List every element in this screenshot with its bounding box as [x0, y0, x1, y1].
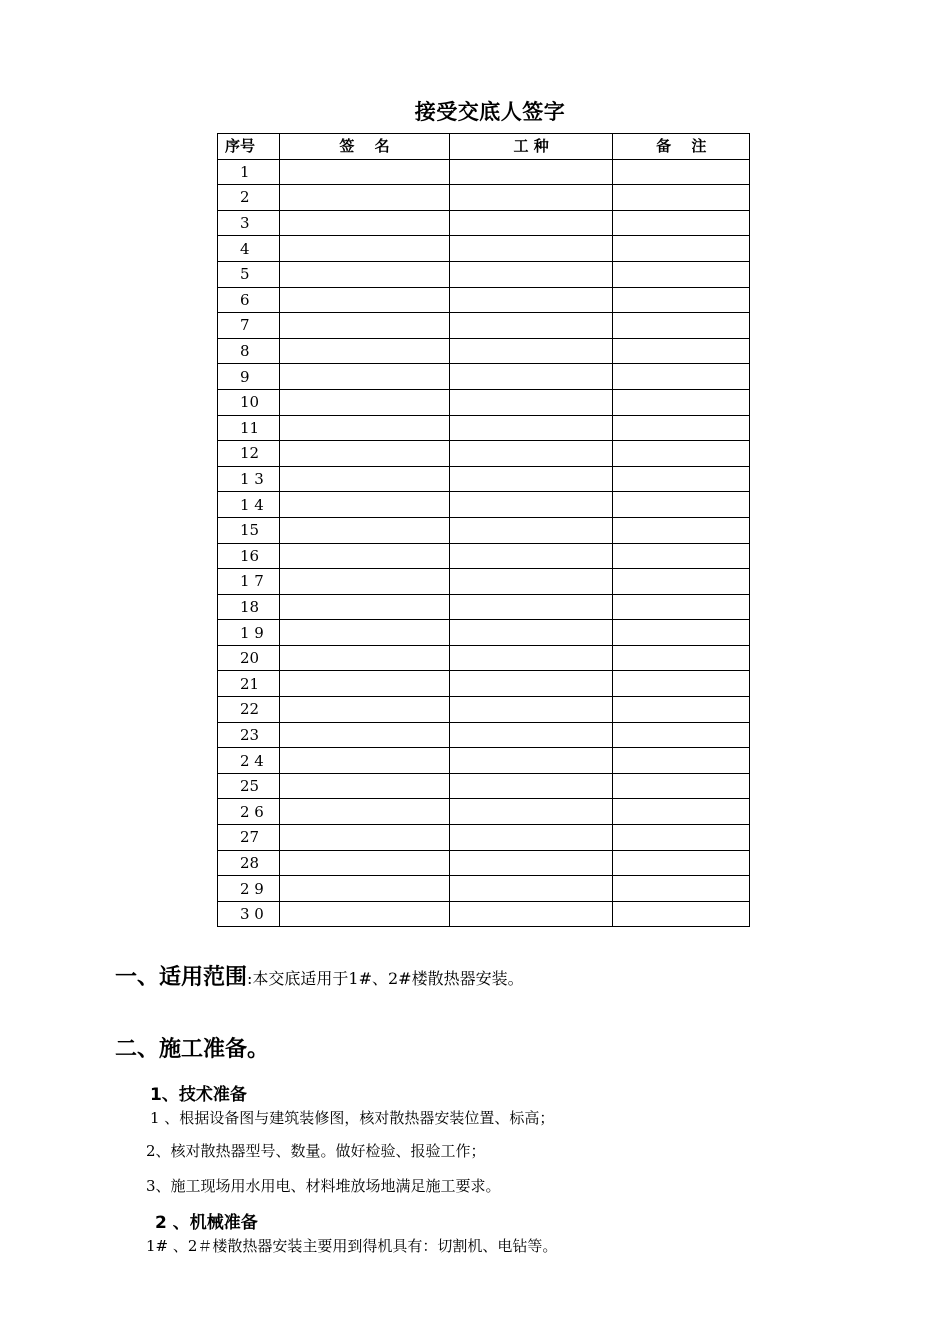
- tech-prep-item: 1 、根据设备图与建筑装修图，核对散热器安装位置、标高；: [150, 1109, 555, 1127]
- row-serial: 27: [218, 825, 280, 851]
- table-row: [218, 722, 750, 748]
- row-remarks-cell[interactable]: [613, 364, 750, 390]
- row-signature-cell[interactable]: [280, 645, 450, 671]
- row-serial: 1 7: [218, 569, 280, 595]
- table-row: [218, 441, 750, 467]
- table-row: [218, 287, 750, 313]
- row-remarks-cell[interactable]: [613, 901, 750, 927]
- row-remarks-cell[interactable]: [613, 620, 750, 646]
- row-work-type-cell[interactable]: [449, 825, 613, 851]
- row-serial: 6: [218, 287, 280, 313]
- header-remarks: 备 注: [613, 134, 750, 160]
- row-work-type-cell[interactable]: [449, 722, 613, 748]
- row-remarks-cell[interactable]: [613, 441, 750, 467]
- row-work-type-cell[interactable]: [449, 441, 613, 467]
- row-work-type-cell[interactable]: [449, 850, 613, 876]
- table-row: [218, 543, 750, 569]
- row-signature-cell[interactable]: [280, 850, 450, 876]
- row-signature-cell[interactable]: [280, 492, 450, 518]
- row-work-type-cell[interactable]: [449, 645, 613, 671]
- row-serial: 28: [218, 850, 280, 876]
- row-work-type-cell[interactable]: [449, 415, 613, 441]
- row-work-type-cell[interactable]: [449, 671, 613, 697]
- table-row: [218, 492, 750, 518]
- row-remarks-cell[interactable]: [613, 185, 750, 211]
- row-serial: 1 4: [218, 492, 280, 518]
- row-serial: 15: [218, 517, 280, 543]
- table-row: [218, 697, 750, 723]
- row-signature-cell[interactable]: [280, 620, 450, 646]
- row-signature-cell[interactable]: [280, 159, 450, 185]
- table-row: [218, 389, 750, 415]
- tech-prep-item: 3、施工现场用水用电、材料堆放场地满足施工要求。: [146, 1177, 501, 1195]
- row-remarks-cell[interactable]: [613, 722, 750, 748]
- row-serial: 25: [218, 773, 280, 799]
- row-signature-cell[interactable]: [280, 364, 450, 390]
- signature-table: [217, 133, 750, 927]
- table-row: [218, 569, 750, 595]
- table-row: [218, 236, 750, 262]
- machinery-prep-text: 1# 、2＃楼散热器安装主要用到得机具有：切割机、电钻等。: [146, 1237, 558, 1255]
- row-serial: 7: [218, 313, 280, 339]
- table-row: [218, 825, 750, 851]
- row-signature-cell[interactable]: [280, 594, 450, 620]
- section-scope-text: :本交底适用于1#、2#楼散热器安装。: [247, 969, 524, 988]
- row-serial: 4: [218, 236, 280, 262]
- row-work-type-cell[interactable]: [449, 492, 613, 518]
- row-signature-cell[interactable]: [280, 287, 450, 313]
- row-remarks-cell[interactable]: [613, 697, 750, 723]
- table-row: [218, 594, 750, 620]
- row-signature-cell[interactable]: [280, 876, 450, 902]
- row-serial: 8: [218, 338, 280, 364]
- tech-prep-heading: 1、技术准备: [150, 1085, 247, 1105]
- row-signature-cell[interactable]: [280, 261, 450, 287]
- row-work-type-cell[interactable]: [449, 287, 613, 313]
- header-work-type: 工 种: [449, 134, 613, 160]
- row-signature-cell[interactable]: [280, 441, 450, 467]
- header-serial: 序号: [218, 134, 280, 160]
- table-row: [218, 210, 750, 236]
- row-signature-cell[interactable]: [280, 799, 450, 825]
- row-remarks-cell[interactable]: [613, 287, 750, 313]
- row-work-type-cell[interactable]: [449, 364, 613, 390]
- row-work-type-cell[interactable]: [449, 799, 613, 825]
- row-remarks-cell[interactable]: [613, 850, 750, 876]
- row-signature-cell[interactable]: [280, 697, 450, 723]
- table-row: [218, 185, 750, 211]
- row-remarks-cell[interactable]: [613, 799, 750, 825]
- row-serial: 21: [218, 671, 280, 697]
- row-work-type-cell[interactable]: [449, 261, 613, 287]
- row-serial: 11: [218, 415, 280, 441]
- row-signature-cell[interactable]: [280, 210, 450, 236]
- table-header-row: [218, 134, 750, 160]
- row-signature-cell[interactable]: [280, 338, 450, 364]
- row-remarks-cell[interactable]: [613, 773, 750, 799]
- row-serial: 3: [218, 210, 280, 236]
- row-work-type-cell[interactable]: [449, 236, 613, 262]
- row-remarks-cell[interactable]: [613, 517, 750, 543]
- page-title: 接受交底人签字: [414, 100, 566, 124]
- table-row: [218, 159, 750, 185]
- tech-prep-item: 2、核对散热器型号、数量。做好检验、报验工作；: [146, 1142, 486, 1160]
- row-remarks-cell[interactable]: [613, 748, 750, 774]
- table-row: [218, 876, 750, 902]
- row-remarks-cell[interactable]: [613, 645, 750, 671]
- row-serial: 12: [218, 441, 280, 467]
- table-row: [218, 517, 750, 543]
- row-serial: 5: [218, 261, 280, 287]
- row-signature-cell[interactable]: [280, 569, 450, 595]
- row-remarks-cell[interactable]: [613, 466, 750, 492]
- table-row: [218, 645, 750, 671]
- row-remarks-cell[interactable]: [613, 569, 750, 595]
- row-remarks-cell[interactable]: [613, 415, 750, 441]
- row-serial: 18: [218, 594, 280, 620]
- row-signature-cell[interactable]: [280, 722, 450, 748]
- row-work-type-cell[interactable]: [449, 159, 613, 185]
- row-signature-cell[interactable]: [280, 185, 450, 211]
- row-remarks-cell[interactable]: [613, 338, 750, 364]
- row-serial: 2 4: [218, 748, 280, 774]
- table-row: [218, 671, 750, 697]
- row-signature-cell[interactable]: [280, 901, 450, 927]
- row-signature-cell[interactable]: [280, 543, 450, 569]
- row-serial: 16: [218, 543, 280, 569]
- table-row: [218, 261, 750, 287]
- row-serial: 1 9: [218, 620, 280, 646]
- row-serial: 10: [218, 389, 280, 415]
- row-remarks-cell[interactable]: [613, 210, 750, 236]
- row-serial: 23: [218, 722, 280, 748]
- row-remarks-cell[interactable]: [613, 671, 750, 697]
- row-remarks-cell[interactable]: [613, 261, 750, 287]
- row-remarks-cell[interactable]: [613, 543, 750, 569]
- machinery-prep-heading: 2 、机械准备: [155, 1213, 258, 1233]
- row-remarks-cell[interactable]: [613, 594, 750, 620]
- row-serial: 2 9: [218, 876, 280, 902]
- row-signature-cell[interactable]: [280, 773, 450, 799]
- row-signature-cell[interactable]: [280, 313, 450, 339]
- table-row: [218, 364, 750, 390]
- row-work-type-cell[interactable]: [449, 901, 613, 927]
- table-row: [218, 748, 750, 774]
- table-row: [218, 313, 750, 339]
- row-remarks-cell[interactable]: [613, 159, 750, 185]
- row-serial: 20: [218, 645, 280, 671]
- row-signature-cell[interactable]: [280, 236, 450, 262]
- row-serial: 2: [218, 185, 280, 211]
- table-row: [218, 901, 750, 927]
- row-remarks-cell[interactable]: [613, 492, 750, 518]
- row-work-type-cell[interactable]: [449, 466, 613, 492]
- table-row: [218, 338, 750, 364]
- row-work-type-cell[interactable]: [449, 313, 613, 339]
- row-remarks-cell[interactable]: [613, 313, 750, 339]
- row-signature-cell[interactable]: [280, 825, 450, 851]
- row-work-type-cell[interactable]: [449, 620, 613, 646]
- row-work-type-cell[interactable]: [449, 773, 613, 799]
- table-row: [218, 799, 750, 825]
- row-work-type-cell[interactable]: [449, 594, 613, 620]
- table-row: [218, 773, 750, 799]
- section-scope: [115, 960, 524, 991]
- section-preparation-heading: 二、施工准备。: [115, 1037, 270, 1062]
- row-remarks-cell[interactable]: [613, 236, 750, 262]
- table-row: [218, 466, 750, 492]
- row-serial: 1 3: [218, 466, 280, 492]
- row-signature-cell[interactable]: [280, 415, 450, 441]
- row-signature-cell[interactable]: [280, 517, 450, 543]
- row-work-type-cell[interactable]: [449, 876, 613, 902]
- row-work-type-cell[interactable]: [449, 389, 613, 415]
- row-work-type-cell[interactable]: [449, 569, 613, 595]
- row-signature-cell[interactable]: [280, 389, 450, 415]
- row-remarks-cell[interactable]: [613, 825, 750, 851]
- row-remarks-cell[interactable]: [613, 876, 750, 902]
- row-serial: 1: [218, 159, 280, 185]
- row-serial: 2 6: [218, 799, 280, 825]
- row-work-type-cell[interactable]: [449, 543, 613, 569]
- row-work-type-cell[interactable]: [449, 210, 613, 236]
- row-work-type-cell[interactable]: [449, 517, 613, 543]
- table-row: [218, 850, 750, 876]
- row-signature-cell[interactable]: [280, 466, 450, 492]
- row-work-type-cell[interactable]: [449, 338, 613, 364]
- row-serial: 3 0: [218, 901, 280, 927]
- row-work-type-cell[interactable]: [449, 697, 613, 723]
- section-scope-heading: 一、适用范围: [115, 965, 248, 990]
- row-signature-cell[interactable]: [280, 748, 450, 774]
- header-signature: 签 名: [280, 134, 450, 160]
- row-work-type-cell[interactable]: [449, 185, 613, 211]
- row-serial: 9: [218, 364, 280, 390]
- row-serial: 22: [218, 697, 280, 723]
- row-remarks-cell[interactable]: [613, 389, 750, 415]
- table-row: [218, 620, 750, 646]
- row-work-type-cell[interactable]: [449, 748, 613, 774]
- table-row: [218, 415, 750, 441]
- row-signature-cell[interactable]: [280, 671, 450, 697]
